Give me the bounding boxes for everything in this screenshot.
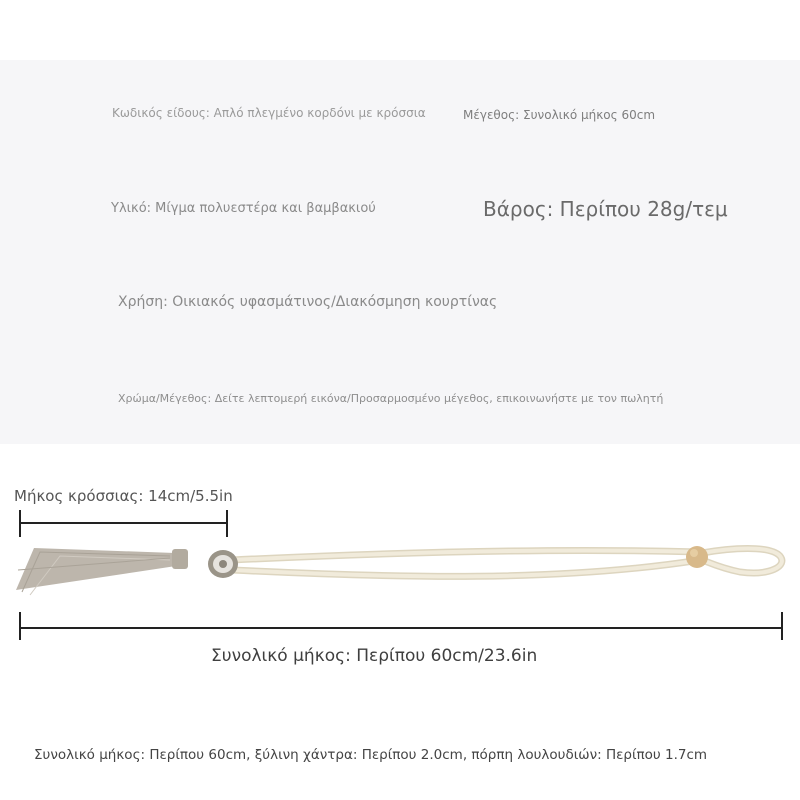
tassel [16, 548, 188, 595]
material-text: Υλικό: Μίγμα πολυεστέρα και βαμβακιού [111, 201, 376, 216]
color-size-text: Χρώμα/Μέγεθος: Δείτε λεπτομερή εικόνα/Προσαρμοσμένο μέγεθος, επικοινωνήστε με τον πωλητή [118, 392, 664, 405]
item-code-text: Κωδικός είδους: Απλό πλεγμένο κορδόνι με κρόσσια [112, 106, 426, 120]
wooden-bead [686, 546, 708, 568]
weight-text: Βάρος: Περίπου 28g/τεμ [483, 197, 728, 221]
total-length-label: Συνολικό μήκος: Περίπου 60cm/23.6in [211, 646, 538, 666]
dimensions-footer: Συνολικό μήκος: Περίπου 60cm, ξύλινη χάντρα: Περίπου 2.0cm, πόρπη λουλουδιών: Περίπου 1.7cm [34, 747, 708, 763]
usage-text: Χρήση: Οικιακός υφασμάτινος/Διακόσμηση κουρτίνας [118, 294, 498, 310]
size-text: Μέγεθος: Συνολικό μήκος 60cm [463, 108, 656, 122]
product-illustration [0, 500, 800, 640]
tassel-length-label: Μήκος κρόσσιας: 14cm/5.5in [14, 487, 233, 505]
tassel-measure-line [20, 510, 227, 537]
total-measure-line [20, 612, 782, 640]
flower-buckle [208, 550, 238, 578]
